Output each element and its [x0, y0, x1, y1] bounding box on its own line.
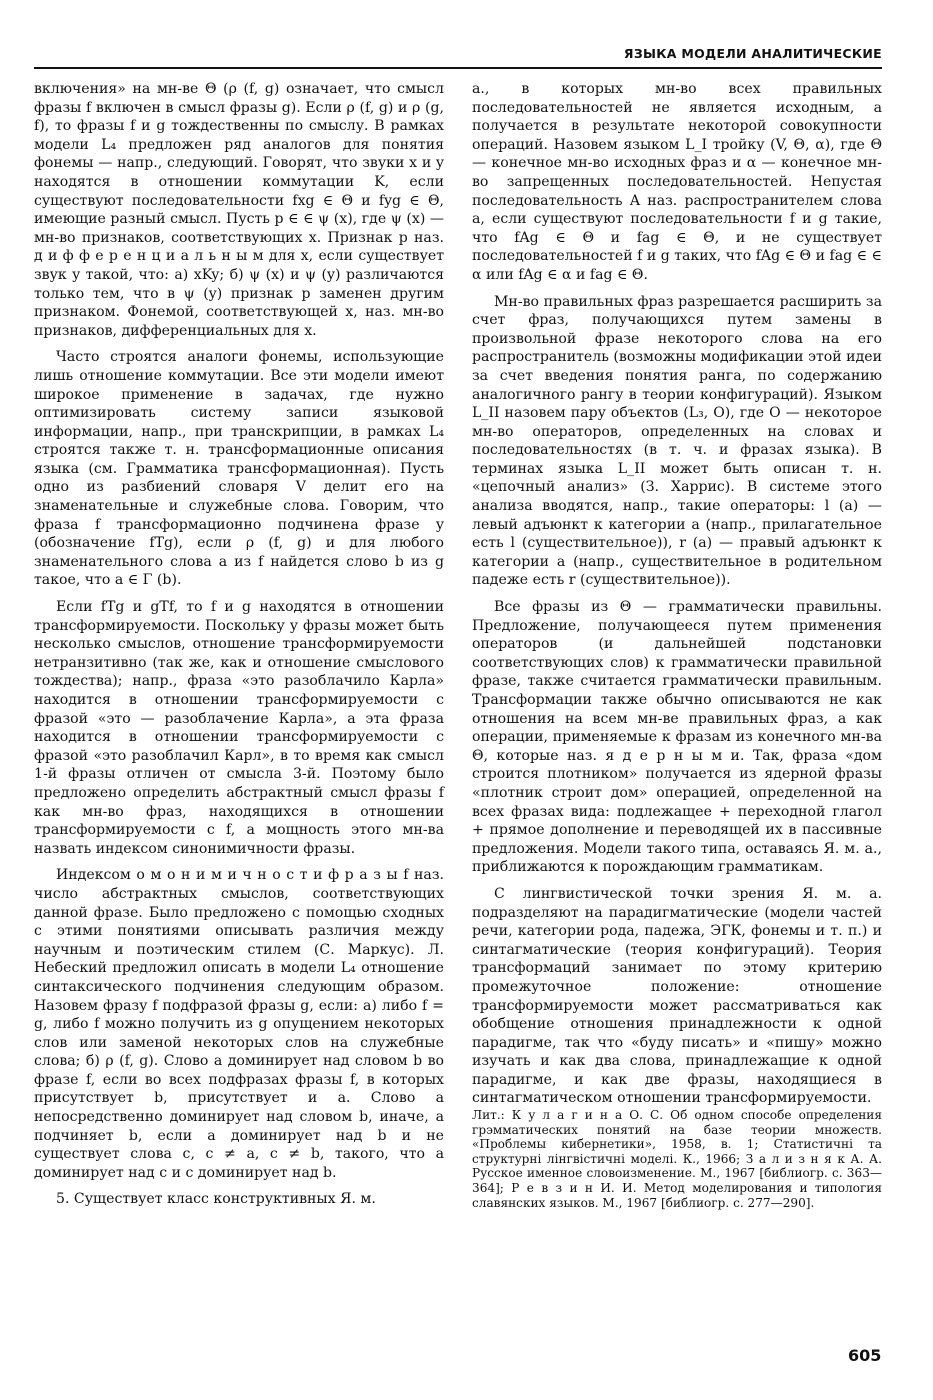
header-rule	[34, 67, 882, 69]
page-number: 605	[848, 1346, 882, 1365]
right-column	[472, 80, 882, 1210]
page-header	[34, 44, 882, 68]
left-paragraph-4: Индексом о м о н и м и ч н о с т и ф р а з ы f наз. число абстрактных смыслов, соответствующих данной фразе. Было предложено с помощью сходных с этими понятиями описывать различия между научным и поэтическим стилем (С. Маркус). Л. Небеский предложил описать в модели L₄ отношение синтаксического подчинения следующим образом. Назовем фразу f подфразой фразы g, если: а) либо f = g, либо f можно получить из g опущением некоторых слов или заменой некоторых слов на служебные слова; б) ρ (f, g). Слово a доминирует над словом b во фразе f, если во всех подфразах фразы f, в которых присутствует b, присутствует и a. Слово a непосредственно доминирует над словом b, иначе, a подчиняет b, если a доминирует над b и не существует слова c, c ≠ a, c ≠ b, такого, что a доминирует над c и c доминирует над b.	[34, 867, 444, 1181]
left-paragraph-1: включения» на мн-ве Θ (ρ (f, g) означает, что смысл фразы f включен в смысл фразы g). Если ρ (f, g) и ρ (g, f), то фразы f и g тождественны по смыслу. В рамках модели L₄ предложен ряд аналогов для понятия фонемы — напр., следующий. Говорят, что звуки x и y находятся в отношении коммутации K, если существуют последовательности fxg ∈ Θ и fyg ∈ Θ, имеющие разный смысл. Пусть p ∈ ∈ ψ (x), где ψ (x) — мн-во признаков, соответствующих x. Признак p наз. д и ф ф е р е н ц и а л ь н ы м для x, если существует звук y такой, что: а) xKy; б) ψ (x) и ψ (y) различаются только тем, что в ψ (y) признак p заменен другим признаком. Фонемой, соответствующей x, наз. мн-во признаков, дифференциальных для x.	[34, 81, 444, 339]
right-paragraph-4: С лингвистической точки зрения Я. м. а. подразделяют на парадигматические (модели частей речи, категории рода, падежа, ЭГК, фонемы и т. п.) и синтагматические (теория конфигураций). Теория трансформаций занимает по этому критерию промежуточное положение: отношение трансформируемости может рассматриваться как обобщение отношения принадлежности к одной парадигме, так что «буду писать» и «пишу» можно изучать и как два слова, принадлежащие к одной парадигме, и как две фразы, находящиеся в синтагматическом отношении трансформируемости.	[472, 885, 882, 1107]
references: Лит.: К у л а г и н а О. С. Об одном способе определения грэмматических понятий на базе теории множеств. «Проблемы кибернетики», 1958, в. 1; Статистичні та структурні лінгвістичні моделі. К., 1966; З а л и з н я к А. А. Русское именное словоизменение. М., 1967 [библиогр. с. 363—364]; Р е в з и н И. И. Метод моделирования и типология славянских языков. М., 1967 [библиогр. с. 277—290].	[472, 1108, 882, 1210]
left-paragraph-5: 5. Существует класс конструктивных Я. м.	[56, 1191, 376, 1208]
right-paragraph-2: Мн-во правильных фраз разрешается расширить за счет фраз, получающихся путем замены в произвольной фразе некоторого слова на его распространитель (возможны модификации этой идеи за счет введения понятия ранга, по содержанию аналогичного рангу в теории конфигураций). Языком L_II назовем пару объектов (L₃, O), где O — некоторое мн-во операторов, определенных на словах и последовательностях (в т. ч. и фразах языка). В терминах языка L_II может быть описан т. н. «цепочный анализ» (З. Харрис). В системе этого анализа вводятся, напр., такие операторы: l (a) — левый адъюнкт к категории a (напр., прилагательное есть l (существительное)), r (a) — правый адъюнкт к категории a (напр., существительное в родительном падеже есть r (существительное)).	[472, 293, 882, 589]
left-paragraph-2: Часто строятся аналоги фонемы, использующие лишь отношение коммутации. Все эти модели имеют широкое применение в задачах, где нужно оптимизировать систему записи языковой информации, напр., при транскрипции, в рамках L₄ строятся также т. н. трансформационные описания языка (см. Грамматика трансформационная). Пусть одно из разбиений словаря V делит его на знаменательные и служебные слова. Говорим, что фраза f трансформационно подчинена фразе y (обозначение fTg), если ρ (f, g) и для любого знаменательного слова a из f найдется слово b из g такое, что a ∈ Γ (b).	[34, 349, 444, 589]
right-paragraph-1: а., в которых мн-во всех правильных последовательностей не является исходным, а получается в результате некоторой совокупности операций. Назовем языком L_I тройку (V, Θ, α), где Θ — конечное мн-во исходных фраз и α — конечное мн-во запрещенных последовательностей. Непустая последовательность A наз. распространителем слова a, если существуют последовательности f и g такие, что fAg ∈ Θ и fag ∈ Θ, и не существует последовательностей f и g таких, что fAg ∈ Θ и fag ∈ ∈ α или fAg ∈ α и fag ∈ Θ.	[472, 81, 882, 283]
right-paragraph-3: Все фразы из Θ — грамматически правильны. Предложение, получающееся путем применения операторов (и дальнейшей подстановки соответствующих слов) к грамматически правильной фразе, также считается грамматически правильным. Трансформации также обычно описываются не как отношения на всем мн-ве правильных фраз, а как операции, применяемые к фразам из конечного мн-ва Θ, которые наз. я д е р н ы м и. Так, фраза «дом строится плотником» получается из ядерной фразы «плотник строит дом» операцией, определенной на всех фразах вида: подлежащее + переходной глагол + прямое дополнение и переводящей их в пассивные предложения. Модели такого типа, оставаясь Я. м. а., приближаются к порождающим грамматикам.	[472, 599, 882, 876]
left-column	[34, 80, 444, 1209]
left-paragraph-3: Если fTg и gTf, то f и g находятся в отношении трансформируемости. Поскольку у фразы может быть несколько смыслов, отношение трансформируемости нетранзитивно (так же, как и отношение смыслового тождества); напр., фраза «это разоблачило Карла» находится в отношении трансформируемости с фразой «это — разоблачение Карла», а эта фраза находится в отношении трансформируемости с фразой «это разоблачил Карл», в то время как смысл 1-й фразы отличен от смысла 3-й. Поэтому было предложено определить абстрактный смысл фразы f как мн-во фраз, находящихся в отношении трансформируемости с f, а мощность этого мн-ва назвать индексом синонимичности фразы.	[34, 599, 444, 857]
running-head: ЯЗЫКА МОДЕЛИ АНАЛИТИЧЕСКИЕ	[623, 46, 882, 61]
